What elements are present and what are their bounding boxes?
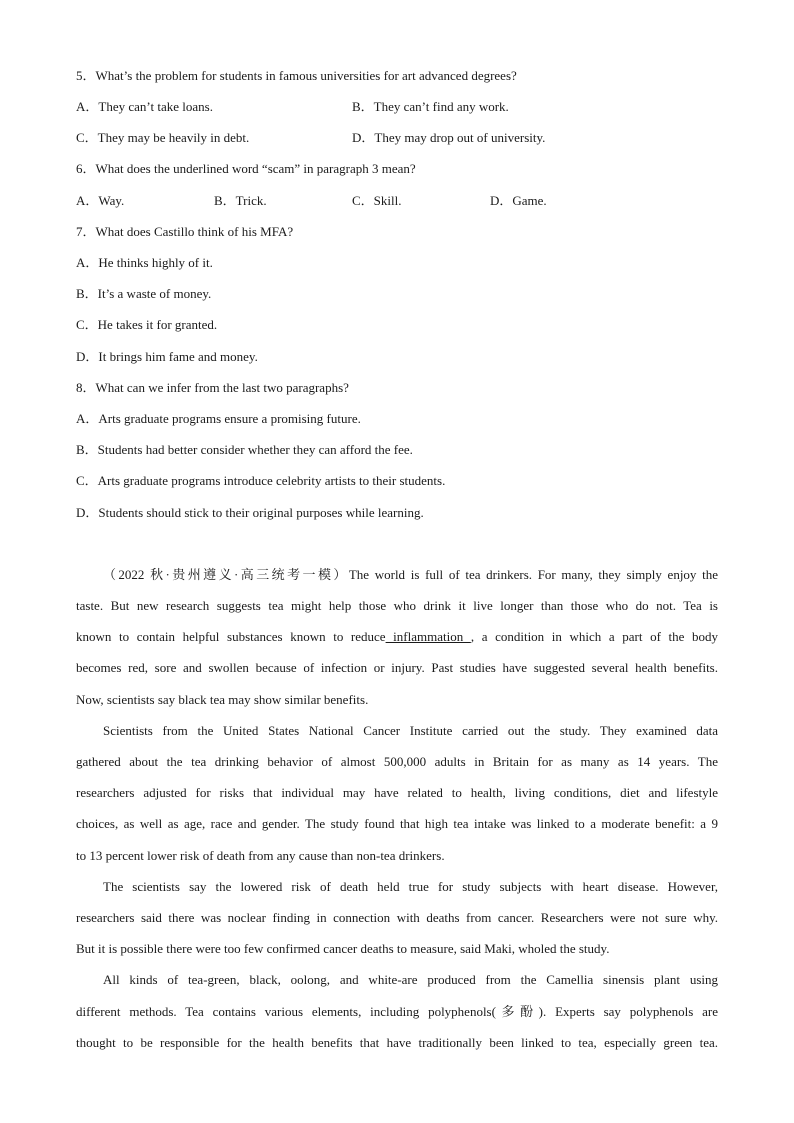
passage-p2-line-5: to 13 percent lower risk of death from any cause than non-tea drinkers. (76, 848, 445, 863)
passage-p2-line-3: researchers adjusted for risks that individual may have related to health, living conditions, diet and lifestyle (76, 785, 718, 800)
question-6-option-a: A．Way. (76, 193, 125, 208)
question-6-option-b: B．Trick. (214, 193, 267, 208)
passage-p1-line-3-post: , a condition in which a part of the body (470, 629, 718, 644)
passage-p1-line-3-pre: known to contain helpful substances known to reduce (76, 629, 386, 644)
passage-p4-line-2: different methods. Tea contains various elements, including polyphenols(多酚). Experts say polyphenols are (76, 1004, 718, 1019)
question-8-option-a: A．Arts graduate programs ensure a promising future. (76, 411, 361, 426)
passage-p1-line-4: becomes red, sore and swollen because of infection or injury. Past studies have suggested several health benefits. (76, 660, 718, 675)
question-5-option-a: A．They can’t take loans. (76, 99, 213, 114)
question-5-option-b: B．They can’t find any work. (352, 99, 509, 114)
passage-p3-line-2: researchers said there was noclear finding in connection with deaths from cancer. Researchers were not sure why. (76, 910, 718, 925)
question-8-stem: 8．What can we infer from the last two paragraphs? (76, 380, 349, 395)
question-7-option-d: D．It brings him fame and money. (76, 349, 258, 364)
passage-p2-line-4: choices, as well as age, race and gender. The study found that high tea intake was linked to a moderate benefit: a 9 (76, 816, 718, 831)
question-8-option-b: B．Students had better consider whether they can afford the fee. (76, 442, 413, 457)
question-7-option-c: C．He takes it for granted. (76, 317, 218, 332)
question-7-option-a: A．He thinks highly of it. (76, 255, 213, 270)
question-7-stem: 7．What does Castillo think of his MFA? (76, 224, 294, 239)
question-6-option-c: C．Skill. (352, 193, 402, 208)
question-8-option-c: C．Arts graduate programs introduce celebrity artists to their students. (76, 473, 446, 488)
question-6-stem: 6．What does the underlined word “scam” in paragraph 3 mean? (76, 161, 416, 176)
passage-p2-line-2: gathered about the tea drinking behavior of almost 500,000 adults in Britain for as many as 14 years. The (76, 754, 718, 769)
passage-p4-line-3: thought to be responsible for the health benefits that have traditionally been linked to tea, especially green tea. (76, 1035, 718, 1050)
passage-source-tag: （2022 秋·贵州遵义·高三统考一模） (103, 567, 349, 582)
question-6-option-d: D．Game. (490, 193, 547, 208)
passage-p3-line-1: The scientists say the lowered risk of death held true for study subjects with heart disease. However, (103, 879, 718, 894)
passage-p1-line-5: Now, scientists say black tea may show similar benefits. (76, 692, 369, 707)
question-7-option-b: B．It’s a waste of money. (76, 286, 212, 301)
question-5-option-c: C．They may be heavily in debt. (76, 130, 250, 145)
underlined-word-inflammation: inflammation (385, 629, 471, 644)
passage-p1-line-1 (103, 567, 718, 583)
passage-p1-line-3 (76, 629, 718, 645)
passage-p1-line-1-text: The world is full of tea drinkers. For many, they simply enjoy the (348, 567, 718, 582)
passage-p1-line-2: taste. But new research suggests tea might help those who drink it live longer than those who do not. Tea is (76, 598, 718, 613)
question-5-stem: 5．What’s the problem for students in famous universities for art advanced degrees? (76, 68, 517, 83)
passage-p3-line-3: But it is possible there were too few confirmed cancer deaths to measure, said Maki, wholed the study. (76, 941, 610, 956)
passage-p4-line-1: All kinds of tea-green, black, oolong, and white-are produced from the Camellia sinensis plant using (103, 972, 718, 987)
passage-p2-line-1: Scientists from the United States National Cancer Institute carried out the study. They examined data (103, 723, 718, 738)
question-5-option-d: D．They may drop out of university. (352, 130, 546, 145)
question-8-option-d: D．Students should stick to their original purposes while learning. (76, 505, 424, 520)
